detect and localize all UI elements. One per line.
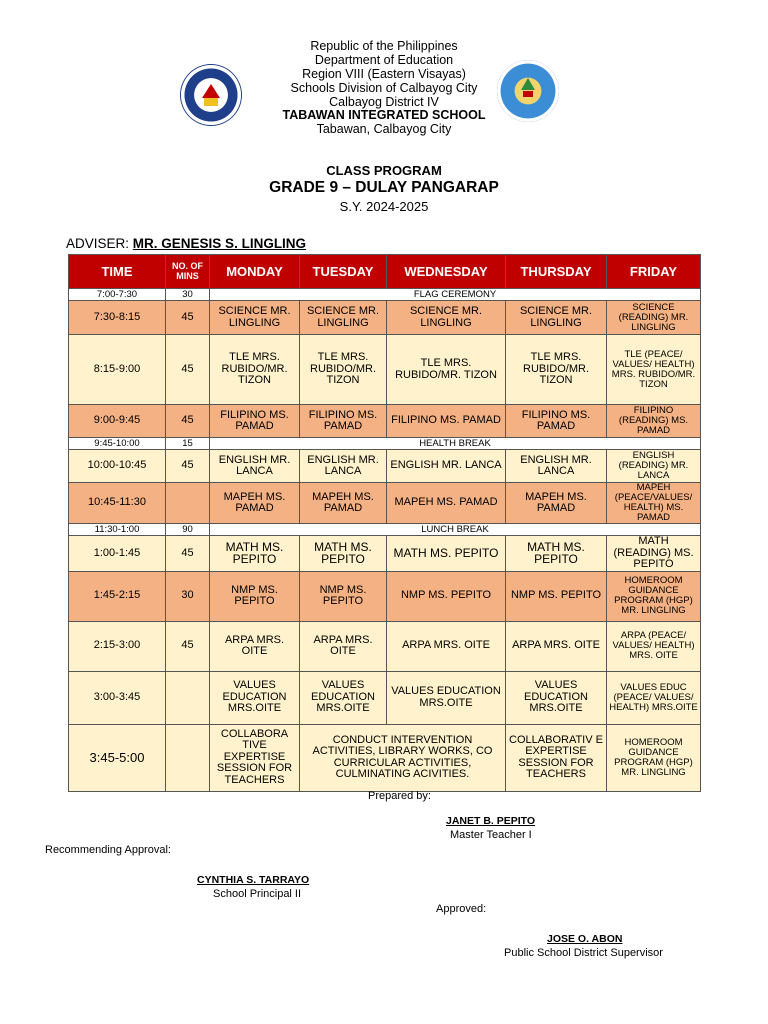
friday-cell: TLE (PEACE/ VALUES/ HEALTH) MRS. RUBIDO/MR. TIZON [607, 335, 701, 405]
col-header-monday: MONDAY [210, 255, 300, 289]
col-header-mins: NO. OF MINS [166, 255, 210, 289]
friday-cell: MAPEH (PEACE/VALUES/ HEALTH) MS. PAMAD [607, 483, 701, 524]
mins-cell: 45 [166, 301, 210, 335]
header-line-1: Republic of the Philippines [310, 39, 458, 53]
header-line-3: Region VIII (Eastern Visayas) [302, 67, 466, 81]
time-cell: 1:45-2:15 [69, 571, 166, 621]
tuesday-cell: SCIENCE MR. LINGLING [300, 301, 387, 335]
friday-cell: ENGLISH (READING) MR. LANCA [607, 450, 701, 483]
time-cell: 3:45-5:00 [69, 724, 166, 791]
tuesday-cell: MATH MS. PEPITO [300, 536, 387, 572]
table-row [69, 536, 701, 572]
class-schedule-table [68, 254, 701, 792]
monday-cell: SCIENCE MR. LINGLING [210, 301, 300, 335]
time-cell: 1:00-1:45 [69, 536, 166, 572]
monday-cell: ARPA MRS. OITE [210, 621, 300, 671]
col-header-time: TIME [69, 255, 166, 289]
mins-cell: 15 [166, 438, 210, 450]
wednesday-cell: ARPA MRS. OITE [387, 621, 506, 671]
tuesday-cell: ARPA MRS. OITE [300, 621, 387, 671]
thursday-cell: VALUES EDUCATION MRS.OITE [506, 671, 607, 724]
mins-cell [166, 483, 210, 524]
mins-cell: 45 [166, 335, 210, 405]
monday-cell: ENGLISH MR. LANCA [210, 450, 300, 483]
table-row [69, 524, 701, 536]
adviser-name: MR. GENESIS S. LINGLING [132, 236, 307, 251]
monday-cell: NMP MS. PEPITO [210, 571, 300, 621]
thursday-cell: SCIENCE MR. LINGLING [506, 301, 607, 335]
school-year: S.Y. 2024-2025 [339, 199, 429, 214]
tuesday-cell: FILIPINO MS. PAMAD [300, 405, 387, 438]
tuesday-cell: TLE MRS. RUBIDO/MR. TIZON [300, 335, 387, 405]
mins-cell [166, 724, 210, 791]
mins-cell: 30 [166, 289, 210, 301]
tuesday-cell: VALUES EDUCATION MRS.OITE [300, 671, 387, 724]
col-header-wednesday: WEDNESDAY [387, 255, 506, 289]
health-break-cell: HEALTH BREAK [210, 438, 701, 450]
adviser-label: ADVISER: [66, 236, 130, 251]
program-title: CLASS PROGRAM [326, 163, 442, 178]
thursday-cell: MATH MS. PEPITO [506, 536, 607, 572]
mins-cell: 30 [166, 571, 210, 621]
table-row [69, 438, 701, 450]
col-header-thursday: THURSDAY [506, 255, 607, 289]
friday-cell: ARPA (PEACE/ VALUES/ HEALTH) MRS. OITE [607, 621, 701, 671]
wednesday-cell: SCIENCE MR. LINGLING [387, 301, 506, 335]
time-cell: 2:15-3:00 [69, 621, 166, 671]
monday-cell: MAPEH MS. PAMAD [210, 483, 300, 524]
table-row [69, 450, 701, 483]
thursday-cell: NMP MS. PEPITO [506, 571, 607, 621]
recommending-name: CYNTHIA S. TARRAYO [197, 874, 310, 886]
thursday-cell: TLE MRS. RUBIDO/MR. TIZON [506, 335, 607, 405]
recommending-title: School Principal II [213, 888, 302, 900]
header-line-2: Department of Education [314, 53, 454, 67]
header-line-4: Schools Division of Calbayog City [290, 81, 478, 95]
table-row [69, 289, 701, 301]
friday-cell: VALUES EDUC (PEACE/ VALUES/ HEALTH) MRS.OITE [607, 671, 701, 724]
thursday-cell: COLLABORATIV E EXPERTISE SESSION FOR TEACHERS [506, 724, 607, 791]
friday-cell: MATH (READING) MS. PEPITO [607, 536, 701, 572]
table-row [69, 301, 701, 335]
lunch-break-cell: LUNCH BREAK [210, 524, 701, 536]
wednesday-cell: MAPEH MS. PAMAD [387, 483, 506, 524]
time-cell: 3:00-3:45 [69, 671, 166, 724]
time-cell: 11:30-1:00 [69, 524, 166, 536]
flag-ceremony-cell: FLAG CEREMONY [210, 289, 701, 301]
recommending-label: Recommending Approval: [45, 844, 171, 856]
table-row [69, 571, 701, 621]
time-cell: 10:45-11:30 [69, 483, 166, 524]
school-address: Tabawan, Calbayog City [316, 122, 452, 136]
monday-cell: MATH MS. PEPITO [210, 536, 300, 572]
prepared-label: Prepared by: [368, 790, 431, 802]
prepared-name: JANET B. PEPITO [446, 815, 536, 827]
monday-cell: TLE MRS. RUBIDO/MR. TIZON [210, 335, 300, 405]
wednesday-cell: TLE MRS. RUBIDO/MR. TIZON [387, 335, 506, 405]
section-title: GRADE 9 – DULAY PANGARAP [269, 179, 499, 196]
table-row [69, 621, 701, 671]
wednesday-cell: ENGLISH MR. LANCA [387, 450, 506, 483]
thursday-cell: ARPA MRS. OITE [506, 621, 607, 671]
table-row [69, 724, 701, 791]
tuesday-cell: NMP MS. PEPITO [300, 571, 387, 621]
mins-cell: 45 [166, 621, 210, 671]
table-row [69, 405, 701, 438]
time-cell: 9:00-9:45 [69, 405, 166, 438]
thursday-cell: MAPEH MS. PAMAD [506, 483, 607, 524]
monday-cell: FILIPINO MS. PAMAD [210, 405, 300, 438]
monday-cell: VALUES EDUCATION MRS.OITE [210, 671, 300, 724]
mins-cell [166, 671, 210, 724]
mins-cell: 90 [166, 524, 210, 536]
friday-cell: HOMEROOM GUIDANCE PROGRAM (HGP) MR. LINGLING [607, 571, 701, 621]
school-name: TABAWAN INTEGRATED SCHOOL [282, 108, 486, 122]
mins-cell: 45 [166, 405, 210, 438]
tuesday-cell: ENGLISH MR. LANCA [300, 450, 387, 483]
friday-cell: SCIENCE (READING) MR. LINGLING [607, 301, 701, 335]
thursday-cell: ENGLISH MR. LANCA [506, 450, 607, 483]
tuesday-wednesday-cell: CONDUCT INTERVENTION ACTIVITIES, LIBRARY WORKS, CO CURRICULAR ACTIVITIES, CULMINATING ACIVITIES. [300, 724, 506, 791]
friday-cell: HOMEROOM GUIDANCE PROGRAM (HGP) MR. LINGLING [607, 724, 701, 791]
approved-name: JOSE O. ABON [547, 933, 623, 945]
adviser-line [66, 236, 306, 251]
mins-cell: 45 [166, 536, 210, 572]
time-cell: 7:30-8:15 [69, 301, 166, 335]
friday-cell: FILIPINO (READING) MS. PAMAD [607, 405, 701, 438]
monday-cell: COLLABORA TIVE EXPERTISE SESSION FOR TEACHERS [210, 724, 300, 791]
col-header-tuesday: TUESDAY [300, 255, 387, 289]
wednesday-cell: VALUES EDUCATION MRS.OITE [387, 671, 506, 724]
wednesday-cell: NMP MS. PEPITO [387, 571, 506, 621]
time-cell: 8:15-9:00 [69, 335, 166, 405]
mins-cell: 45 [166, 450, 210, 483]
time-cell: 10:00-10:45 [69, 450, 166, 483]
tuesday-cell: MAPEH MS. PAMAD [300, 483, 387, 524]
table-row [69, 335, 701, 405]
prepared-title: Master Teacher I [450, 829, 532, 841]
time-cell: 7:00-7:30 [69, 289, 166, 301]
wednesday-cell: MATH MS. PEPITO [387, 536, 506, 572]
thursday-cell: FILIPINO MS. PAMAD [506, 405, 607, 438]
table-header-row [69, 255, 701, 289]
header-line-5: Calbayog District IV [329, 95, 439, 109]
col-header-friday: FRIDAY [607, 255, 701, 289]
table-row [69, 483, 701, 524]
time-cell: 9:45-10:00 [69, 438, 166, 450]
approved-title: Public School District Supervisor [504, 947, 663, 959]
wednesday-cell: FILIPINO MS. PAMAD [387, 405, 506, 438]
approved-label: Approved: [436, 903, 487, 915]
table-row [69, 671, 701, 724]
